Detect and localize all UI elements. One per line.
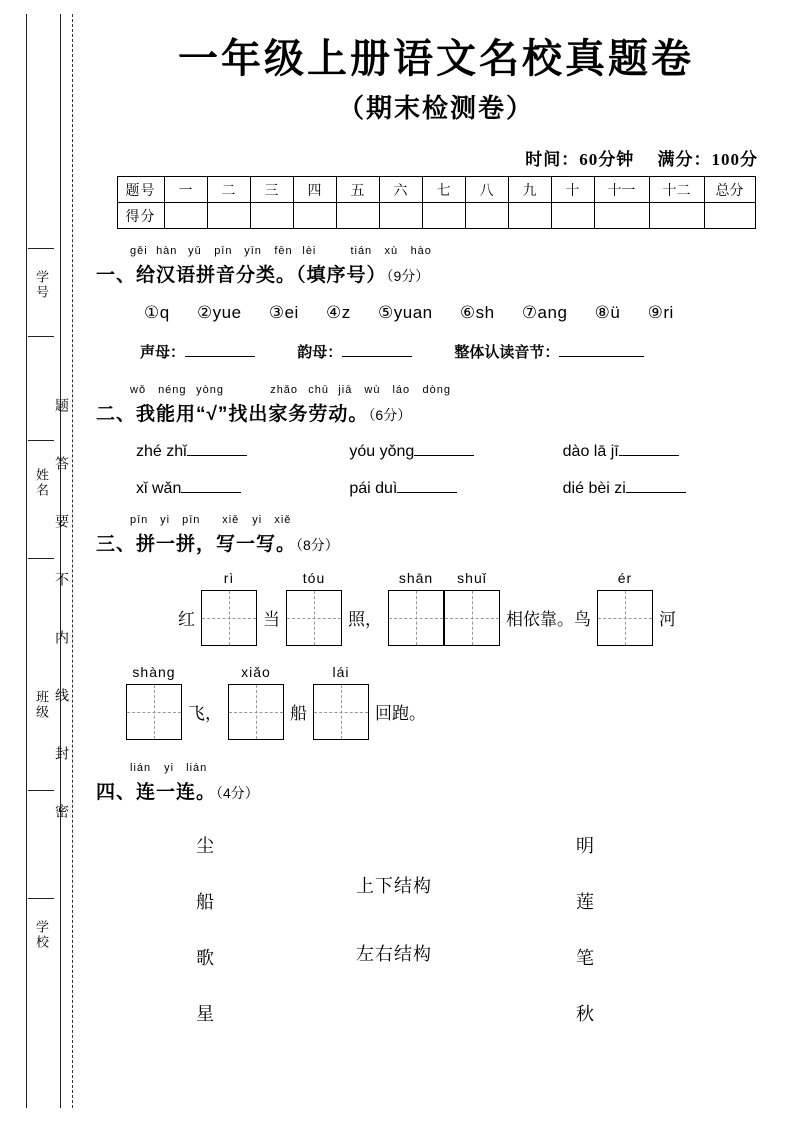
score-cell-1[interactable] (164, 203, 207, 229)
q4-title-text: 四、连一连。 (96, 782, 217, 803)
q1-py-1: hàn (156, 245, 178, 257)
col-1: 一 (164, 177, 207, 203)
q3-l1-box-6[interactable] (444, 570, 500, 646)
q1-title (96, 260, 776, 287)
q3-l1-text-4: 照， (348, 610, 382, 629)
q3-l1-py-3: tóu (302, 570, 326, 586)
q3-l1-text-7: 相依靠。鸟 (506, 610, 591, 629)
q1-option-7[interactable]: ⑦ang (521, 303, 568, 322)
q1-blank-yunmu-line[interactable] (342, 341, 412, 357)
q3-line-1 (172, 570, 776, 646)
sidebar-divider-2 (28, 336, 54, 337)
q2-item-5-blank[interactable] (397, 477, 457, 493)
sidebar-label-xuehao: 学号 (34, 270, 49, 300)
tianzige-cell[interactable] (201, 590, 257, 646)
q3-l2-py-2: xiǎo (241, 664, 271, 680)
q2-item-3-label: dào lā jī (562, 443, 619, 460)
q1-blank-zhengti-label: 整体认读音节： (454, 344, 560, 361)
q2-item-4-label: xǐ wǎn (136, 480, 182, 497)
q2-item-2-label: yóu yǒng (349, 443, 415, 460)
score-cell-2[interactable] (207, 203, 250, 229)
q2-row-1 (136, 440, 776, 461)
q4-right-item-2[interactable]: 莲 (576, 892, 595, 912)
q4-left-item-3[interactable]: 歌 (196, 948, 215, 968)
score-table (117, 176, 756, 229)
score-cell-8[interactable] (465, 203, 508, 229)
q4-py-0: lián (130, 762, 152, 774)
q4-py-2: lián (186, 762, 208, 774)
q2-py-5: jiā (338, 384, 353, 396)
q2-item-6-label: dié bèi zi (562, 480, 626, 497)
q2-item-5[interactable] (349, 477, 562, 498)
q1-pinyin-row (130, 245, 776, 259)
q2-item-6-blank[interactable] (626, 477, 686, 493)
q1-options (144, 303, 776, 323)
question-3 (96, 514, 776, 740)
col-12: 十二 (649, 177, 704, 203)
q2-item-3-blank[interactable] (619, 440, 679, 456)
q3-l1-py-5: shān (398, 570, 434, 586)
q1-option-8[interactable]: ⑧ü (594, 303, 621, 322)
tianzige-cell[interactable] (313, 684, 369, 740)
q2-py-1: néng (158, 384, 187, 396)
score-cell-4[interactable] (293, 203, 336, 229)
col-2: 二 (207, 177, 250, 203)
q2-item-5-label: pái duì (349, 480, 398, 497)
q4-middle-item-1[interactable]: 上下结构 (356, 876, 432, 896)
sidebar-divider-5 (28, 790, 54, 791)
q2-item-4-blank[interactable] (181, 477, 241, 493)
q1-option-5[interactable]: ⑤yuan (378, 303, 433, 322)
q2-item-2-blank[interactable] (414, 440, 474, 456)
time-label: 时间：60分钟 (525, 150, 635, 169)
q2-item-2[interactable] (349, 440, 562, 461)
sidebar-label-seal: 题 答 要 不 内 线 封 密 (54, 398, 70, 832)
q1-py-7: tián (350, 245, 373, 257)
q1-blank-shengmu (140, 341, 255, 362)
q4-right-column (576, 832, 595, 1056)
score-cell-12[interactable] (649, 203, 704, 229)
sidebar-divider-3 (28, 440, 54, 441)
q1-title-text: 一、给汉语拼音分类。（填序号） (96, 265, 387, 286)
q2-points: （6分） (368, 407, 412, 423)
table-row-score (117, 203, 755, 229)
sidebar-divider-4 (28, 558, 54, 559)
score-cell-9[interactable] (508, 203, 551, 229)
q4-right-item-1[interactable]: 明 (576, 836, 595, 856)
q3-l1-py-8: ér (617, 570, 633, 586)
margin-rule-dashed (72, 14, 73, 1108)
q4-title (96, 777, 776, 804)
q1-option-3[interactable]: ③ei (268, 303, 299, 322)
q1-blank-shengmu-label: 声母： (140, 344, 186, 361)
q3-py-4: yi (252, 514, 263, 526)
q3-pinyin-row (130, 514, 776, 528)
row-label-defen: 得分 (117, 203, 164, 229)
score-cell-3[interactable] (250, 203, 293, 229)
col-5: 五 (336, 177, 379, 203)
q4-left-column (196, 832, 215, 1056)
q1-blank-zhengti (454, 341, 644, 362)
q2-py-0: wǒ (130, 384, 147, 396)
col-4: 四 (293, 177, 336, 203)
q1-py-5: fēn (274, 245, 293, 257)
total-score-label: 满分：100分 (657, 150, 758, 169)
score-cell-10[interactable] (551, 203, 594, 229)
row-label-tihao: 题号 (117, 177, 164, 203)
page-title: 一年级上册语文名校真题卷 (178, 36, 694, 81)
q2-py-3: zhǎo (270, 384, 299, 396)
tianzige-cell[interactable] (597, 590, 653, 646)
tianzige-cell[interactable] (126, 684, 182, 740)
score-cell-5[interactable] (336, 203, 379, 229)
q3-py-1: yi (160, 514, 171, 526)
q1-option-4[interactable]: ④z (326, 303, 351, 322)
q4-right-item-4[interactable]: 秋 (576, 1004, 595, 1024)
q4-py-1: yi (164, 762, 175, 774)
exam-meta (96, 145, 758, 170)
q3-l1-text-9: 河 (659, 610, 676, 629)
col-11: 十一 (594, 177, 649, 203)
q3-l1-text-0: 红 (178, 610, 195, 629)
q2-item-3[interactable] (563, 440, 776, 461)
score-cell-total[interactable] (704, 203, 755, 229)
q2-py-6: wù (364, 384, 381, 396)
col-7: 七 (422, 177, 465, 203)
q1-option-1[interactable]: ①q (144, 303, 170, 322)
q4-pinyin-row (130, 762, 776, 776)
q4-left-item-4[interactable]: 星 (196, 1004, 215, 1024)
q4-points: （4分） (216, 785, 259, 801)
q1-option-9[interactable]: ⑨ri (647, 303, 674, 322)
q3-l2-text-5: 回跑。 (375, 704, 426, 723)
q1-py-6: lèi (302, 245, 317, 257)
q3-l1-box-3[interactable] (286, 570, 342, 646)
q1-py-0: gěi (130, 245, 148, 257)
q1-blank-shengmu-line[interactable] (185, 341, 255, 357)
q2-pinyin-row (130, 384, 776, 398)
q4-left-item-1[interactable]: 尘 (196, 836, 215, 856)
question-2 (96, 384, 776, 498)
q1-py-9: hào (410, 245, 432, 257)
q2-item-6[interactable] (563, 477, 776, 498)
q2-item-1-label: zhé zhǐ (136, 443, 187, 460)
q3-py-3: xiě (222, 514, 240, 526)
q3-title-text: 三、拼一拼，写一写。 (96, 534, 297, 555)
margin-rule-outer (26, 14, 27, 1108)
q1-py-3: pīn (214, 245, 233, 257)
q3-l2-box-2[interactable] (228, 664, 284, 740)
q4-middle-column (356, 872, 432, 1008)
q3-l2-box-0[interactable] (126, 664, 182, 740)
question-4 (96, 762, 776, 1024)
q4-matching (96, 814, 776, 1024)
page-subtitle: （期末检测卷） (337, 94, 534, 123)
q3-l1-box-5[interactable] (388, 570, 444, 646)
q2-py-2: yòng (196, 384, 224, 396)
col-9: 九 (508, 177, 551, 203)
q4-right-item-3[interactable]: 笔 (576, 948, 595, 968)
q3-l1-box-8[interactable] (597, 570, 653, 646)
q2-item-4[interactable] (136, 477, 349, 498)
tianzige-cell[interactable] (228, 684, 284, 740)
q3-l2-text-3: 船 (290, 704, 307, 723)
sidebar-label-school: 学校 (34, 920, 49, 950)
q1-py-2: yǔ (188, 245, 202, 257)
q3-title (96, 529, 776, 556)
q1-blank-yunmu (297, 341, 412, 362)
score-cell-7[interactable] (422, 203, 465, 229)
q2-py-7: láo (392, 384, 411, 396)
q1-blank-yunmu-label: 韵母： (297, 344, 343, 361)
q2-title-text: 二、我能用“√”找出家务劳动。 (96, 404, 369, 425)
col-6: 六 (379, 177, 422, 203)
q4-left-item-2[interactable]: 船 (196, 892, 215, 912)
sidebar-divider-1 (28, 248, 54, 249)
col-total: 总分 (704, 177, 755, 203)
q3-l1-py-1: rì (223, 570, 235, 586)
q2-row-2 (136, 477, 776, 498)
q3-l2-py-4: lái (332, 664, 350, 680)
score-cell-11[interactable] (594, 203, 649, 229)
q2-item-1-blank[interactable] (187, 440, 247, 456)
q1-points: （9分） (386, 268, 430, 284)
q3-l2-py-0: shàng (132, 664, 176, 680)
col-10: 十 (551, 177, 594, 203)
q2-py-4: chū (308, 384, 329, 396)
q2-title (96, 399, 776, 426)
q2-py-8: dòng (422, 384, 451, 396)
q1-py-4: yīn (244, 245, 262, 257)
tianzige-cell[interactable] (388, 590, 444, 646)
tianzige-cell[interactable] (286, 590, 342, 646)
q3-line-2 (126, 664, 776, 740)
q3-py-5: xiě (274, 514, 292, 526)
sidebar-label-name: 姓名 (34, 468, 49, 498)
sidebar-label-class: 班级 (34, 690, 49, 720)
q3-py-2: pīn (182, 514, 201, 526)
q2-item-1[interactable] (136, 440, 349, 461)
q3-l1-box-1[interactable] (201, 570, 257, 646)
score-cell-6[interactable] (379, 203, 422, 229)
col-8: 八 (465, 177, 508, 203)
q2-items (136, 440, 776, 498)
q3-l1-py-6: shuǐ (457, 570, 487, 586)
question-1 (96, 245, 776, 362)
q3-l2-box-4[interactable] (313, 664, 369, 740)
tianzige-cell[interactable] (444, 590, 500, 646)
q3-points: （8分） (296, 537, 339, 553)
q1-answer-blanks (140, 341, 776, 362)
q3-l1-text-2: 当 (263, 610, 280, 629)
q1-option-6[interactable]: ⑥sh (459, 303, 495, 322)
q1-option-2[interactable]: ②yue (196, 303, 242, 322)
exam-content (96, 0, 776, 1024)
q1-blank-zhengti-line[interactable] (559, 341, 644, 357)
q4-middle-item-2[interactable]: 左右结构 (356, 944, 432, 964)
q3-l2-text-1: 飞， (188, 704, 222, 723)
q3-py-0: pīn (130, 514, 149, 526)
q1-py-8: xù (384, 245, 399, 257)
sidebar-divider-6 (28, 898, 54, 899)
table-row-header (117, 177, 755, 203)
col-3: 三 (250, 177, 293, 203)
